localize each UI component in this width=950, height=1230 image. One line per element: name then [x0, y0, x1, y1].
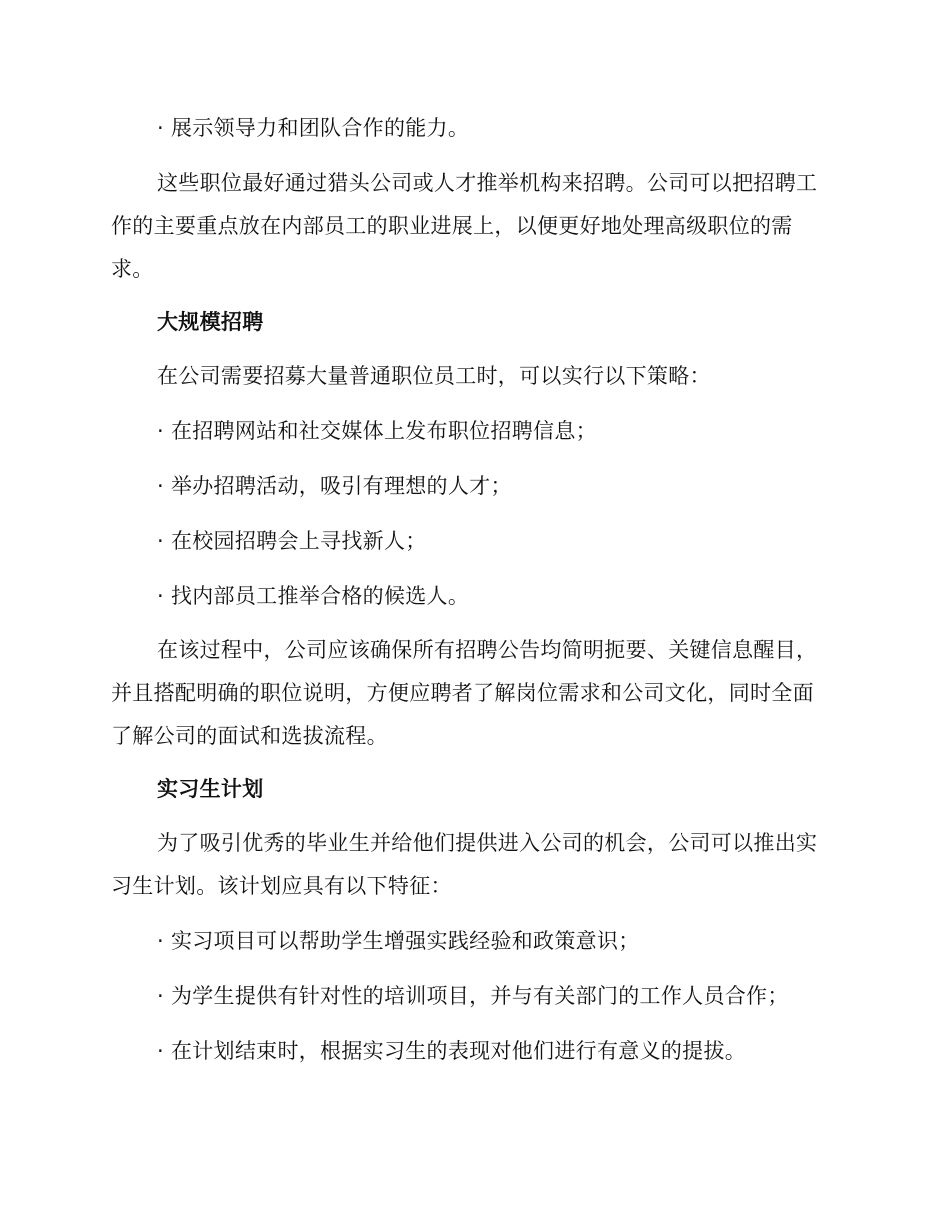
bullet-item: · 在计划结束时，根据实习生的表现对他们进行有意义的提拔。 [157, 1039, 747, 1063]
bullet-item: · 找内部员工推举合格的候选人。 [157, 584, 470, 608]
bullet-item: · 为学生提供有针对性的培训项目，并与有关部门的工作人员合作； [157, 984, 789, 1008]
paragraph-line: 作的主要重点放在内部员工的职业进展上，以便更好地处理高级职位的需 [111, 214, 793, 238]
section-heading-internship: 实习生计划 [157, 777, 264, 801]
bullet-item: · 在校园招聘会上寻找新人； [157, 529, 427, 553]
paragraph-line: 了解公司的面试和选拔流程。 [111, 724, 388, 748]
paragraph-line: 习生计划。该计划应具有以下特征： [111, 874, 452, 898]
bullet-item: · 展示领导力和团队合作的能力。 [157, 116, 470, 140]
section-heading-mass-recruitment: 大规模招聘 [157, 310, 264, 334]
bullet-item: · 在招聘网站和社交媒体上发布职位招聘信息； [157, 419, 597, 443]
paragraph-line: 并且搭配明确的职位说明，方便应聘者了解岗位需求和公司文化，同时全面 [111, 681, 814, 705]
bullet-item: · 举办招聘活动，吸引有理想的人才； [157, 474, 512, 498]
paragraph-line: 为了吸引优秀的毕业生并给他们提供进入公司的机会，公司可以推出实 [157, 831, 818, 855]
bullet-item: · 实习项目可以帮助学生增强实践经验和政策意识； [157, 929, 640, 953]
paragraph-line: 在公司需要招募大量普通职位员工时，可以实行以下策略： [157, 364, 711, 388]
paragraph-line: 在该过程中，公司应该确保所有招聘公告均简明扼要、关键信息醒目， [157, 638, 818, 662]
paragraph-line: 这些职位最好通过猎头公司或人才推举机构来招聘。公司可以把招聘工 [157, 171, 818, 195]
paragraph-line: 求。 [111, 257, 154, 281]
